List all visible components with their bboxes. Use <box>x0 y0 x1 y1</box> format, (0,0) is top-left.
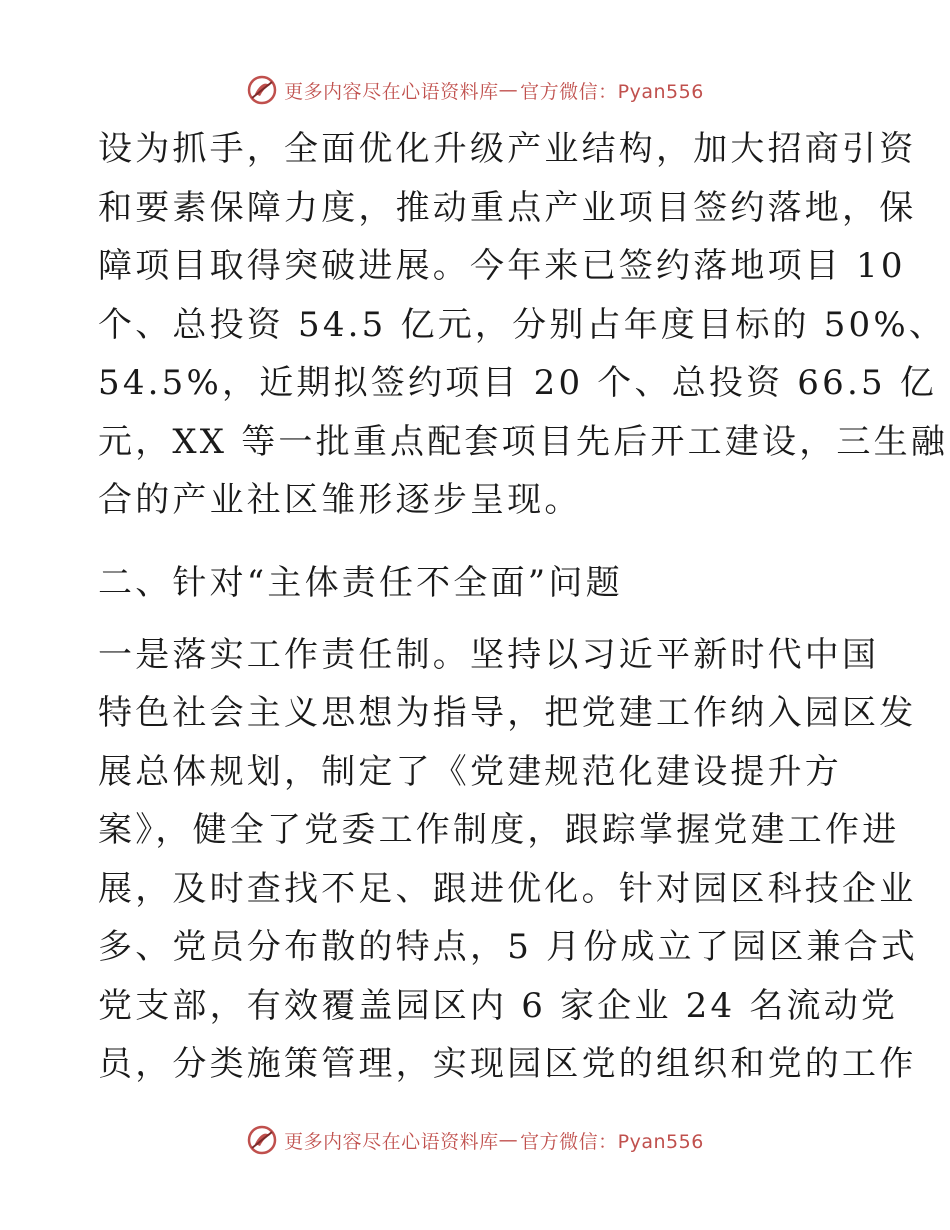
text-line: 和要素保障力度，推动重点产业项目签约落地，保 <box>98 187 917 228</box>
paragraph-1 <box>98 120 949 530</box>
text-line: 展总体规划，制定了《党建规范化建设提升方 <box>98 751 842 792</box>
watermark-wechat: 官方微信：Pyan556 <box>520 80 704 103</box>
text-line: 54.5%，近期拟签约项目 20 个、总投资 66.5 亿 <box>98 363 938 403</box>
paragraph-2 <box>98 626 919 1094</box>
text-line: 特色社会主义思想为指导，把党建工作纳入园区发 <box>98 693 917 733</box>
text-line: 多、党员分布散的特点，5 月份成立了园区兼合式 <box>98 927 919 967</box>
text-line: 一是落实工作责任制。坚持以习近平新时代中国 <box>98 634 880 675</box>
text-line: 个、总投资 54.5 亿元，分别占年度目标的 50%、 <box>98 304 947 345</box>
watermark-dash: — <box>498 79 519 101</box>
text-line: 设为抓手，全面优化升级产业结构，加大招商引资 <box>98 129 917 169</box>
text-line: 员，分类施策管理，实现园区党的组织和党的工作 <box>98 1044 917 1084</box>
text-line: 障项目取得突破进展。今年来已签约落地项目 10 <box>98 246 906 286</box>
text-line: 党支部，有效覆盖园区内 6 家企业 24 名流动党 <box>98 985 899 1026</box>
section-heading: 二、针对“主体责任不全面”问题 <box>98 562 623 603</box>
watermark-dash: — <box>498 1129 519 1151</box>
watermark-text: 更多内容尽在心语资料库 <box>284 1130 499 1153</box>
document-body <box>98 120 949 1094</box>
watermark-wechat: 官方微信：Pyan556 <box>520 1130 704 1153</box>
header-watermark <box>0 70 950 110</box>
watermark-logo-icon <box>246 74 278 106</box>
text-line: 案》，健全了党委工作制度，跟踪掌握党建工作进 <box>98 810 900 850</box>
text-line: 元，XX 等一批重点配套项目先后开工建设，三生融 <box>98 421 949 462</box>
footer-watermark <box>0 1120 950 1160</box>
text-line: 合的产业社区雏形逐步呈现。 <box>98 480 582 520</box>
text-line: 展，及时查找不足、跟进优化。针对园区科技企业 <box>98 868 917 909</box>
watermark-text: 更多内容尽在心语资料库 <box>284 80 499 103</box>
watermark-logo-icon <box>246 1124 278 1156</box>
